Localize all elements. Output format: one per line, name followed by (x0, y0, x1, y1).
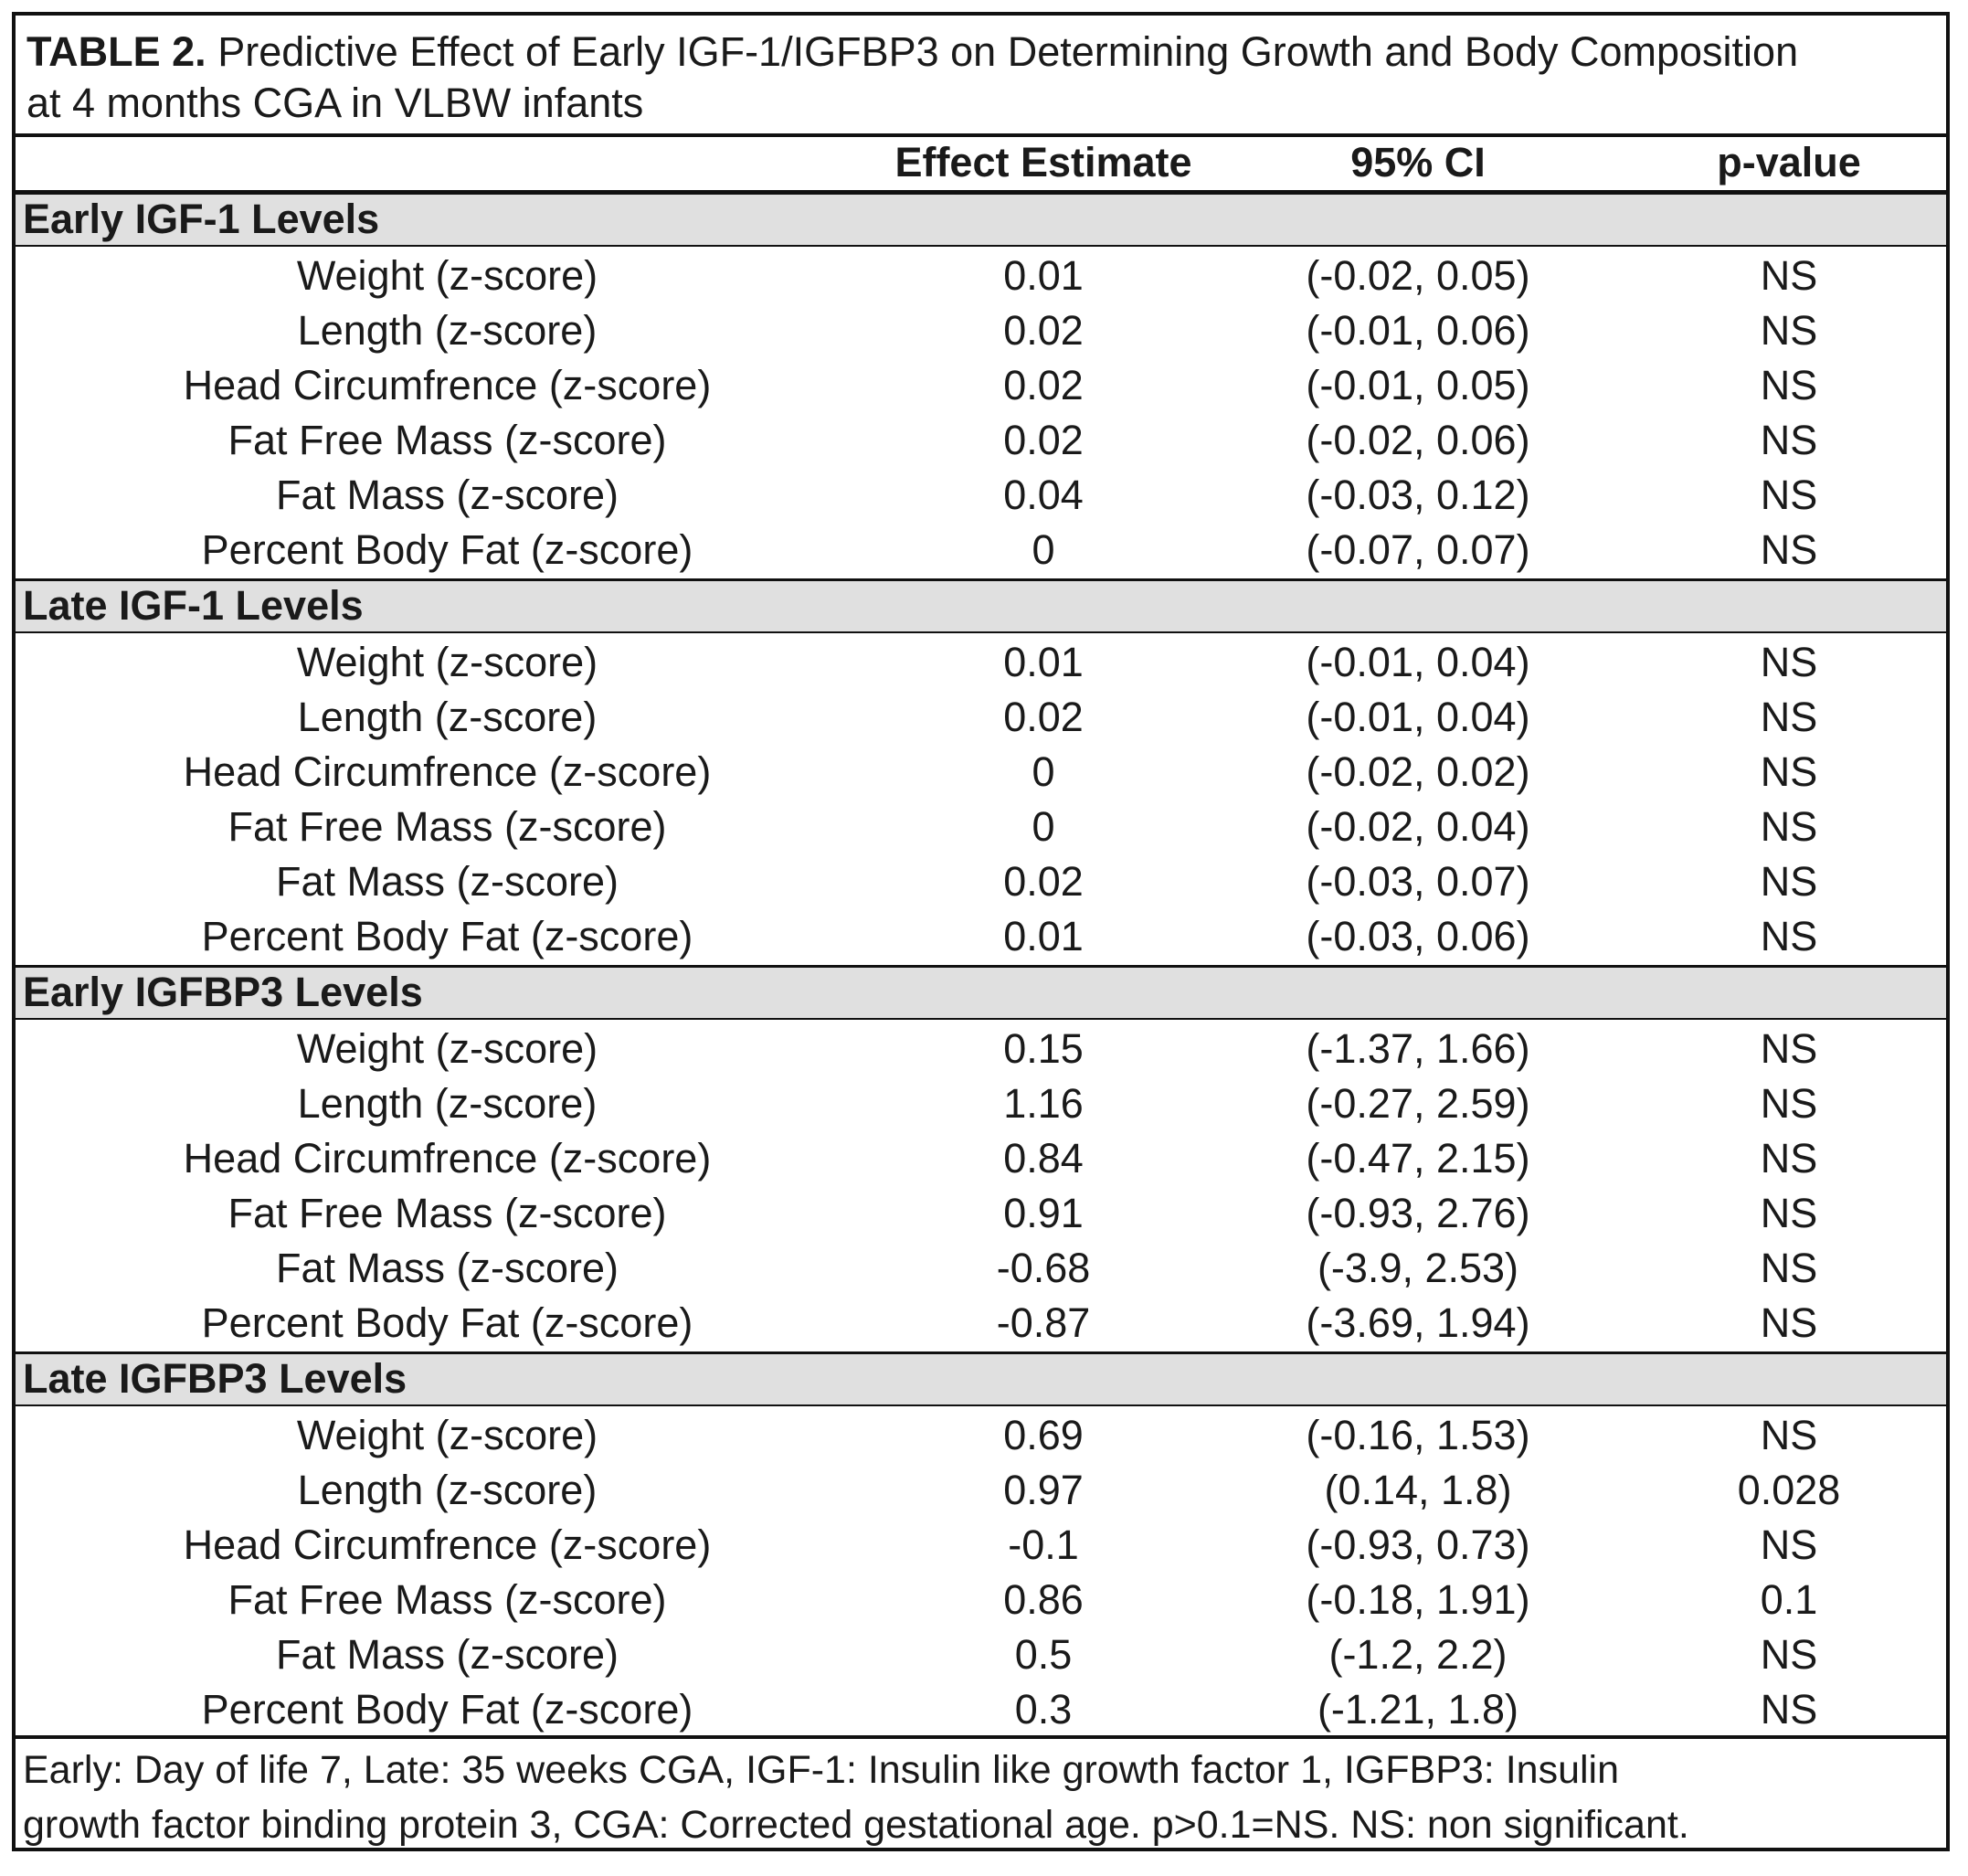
section-header: Early IGFBP3 Levels (16, 965, 1946, 1020)
table-row (16, 1076, 1946, 1131)
measure-cell: Fat Mass (z-score) (275, 858, 619, 905)
table-row (16, 690, 1946, 745)
effect-estimate-cell: 0.86 (1003, 1576, 1084, 1623)
table-row (16, 1131, 1946, 1186)
effect-estimate-cell: 1.16 (1003, 1080, 1084, 1127)
table-row (16, 1463, 1946, 1518)
table-row (16, 800, 1946, 854)
title-text-line-1: Predictive Effect of Early IGF-1/IGFBP3 on Determining Growth and Body Composition (217, 28, 1799, 75)
table-footnote (16, 1735, 1946, 1851)
header-95-ci: 95% CI (1350, 139, 1486, 185)
effect-estimate-cell: 0.02 (1003, 362, 1084, 408)
table-title (16, 16, 1946, 137)
ci-cell: (-0.03, 0.07) (1306, 858, 1530, 905)
p-value-cell: NS (1760, 1135, 1818, 1182)
measure-cell: Head Circumfrence (z-score) (183, 362, 712, 408)
effect-estimate-cell: -0.87 (996, 1299, 1091, 1346)
ci-cell: (-0.07, 0.07) (1306, 526, 1530, 573)
table-row (16, 523, 1946, 578)
effect-estimate-cell: 0.02 (1003, 417, 1084, 463)
measure-cell: Head Circumfrence (z-score) (183, 748, 712, 795)
p-value-cell: NS (1760, 1412, 1818, 1458)
p-value-cell: NS (1760, 526, 1818, 573)
ci-cell: (-0.03, 0.12) (1306, 472, 1530, 518)
p-value-cell: NS (1760, 1190, 1818, 1236)
measure-cell: Weight (z-score) (296, 252, 598, 299)
measure-cell: Weight (z-score) (296, 639, 598, 685)
effect-estimate-cell: 0.02 (1003, 307, 1084, 354)
effect-estimate-cell: -0.68 (996, 1245, 1091, 1291)
table-row (16, 1296, 1946, 1351)
ci-cell: (-0.18, 1.91) (1306, 1576, 1530, 1623)
table-row (16, 249, 1946, 303)
p-value-cell: NS (1760, 252, 1818, 299)
p-value-cell: NS (1760, 1025, 1818, 1072)
p-value-cell: NS (1760, 1521, 1818, 1568)
measure-cell: Percent Body Fat (z-score) (201, 526, 693, 573)
table-row (16, 1241, 1946, 1296)
table-row (16, 303, 1946, 358)
effect-estimate-cell: 0 (1032, 803, 1055, 850)
table-row (16, 413, 1946, 468)
ci-cell: (0.14, 1.8) (1324, 1467, 1512, 1513)
p-value-cell: 0.028 (1737, 1467, 1841, 1513)
table-row (16, 1022, 1946, 1076)
p-value-cell: NS (1760, 417, 1818, 463)
table-row (16, 1186, 1946, 1241)
measure-cell: Weight (z-score) (296, 1025, 598, 1072)
measure-cell: Fat Free Mass (z-score) (227, 1576, 667, 1623)
table-row (16, 1627, 1946, 1682)
measure-cell: Fat Free Mass (z-score) (227, 803, 667, 850)
table-row (16, 1518, 1946, 1573)
footnote-line-2: growth factor binding protein 3, CGA: Corrected gestational age. p>0.1=NS. NS: non significant. (23, 1803, 1689, 1847)
footnote-line-1: Early: Day of life 7, Late: 35 weeks CGA, IGF-1: Insulin like growth factor 1, IGFBP3: Insulin (23, 1748, 1620, 1792)
ci-cell: (-1.2, 2.2) (1328, 1631, 1508, 1678)
p-value-cell: 0.1 (1760, 1576, 1818, 1623)
effect-estimate-cell: 0.15 (1003, 1025, 1084, 1072)
ci-cell: (-0.02, 0.04) (1306, 803, 1530, 850)
section-header: Late IGFBP3 Levels (16, 1351, 1946, 1406)
p-value-cell: NS (1760, 1245, 1818, 1291)
table-row (16, 745, 1946, 800)
measure-cell: Fat Mass (z-score) (275, 472, 619, 518)
title-text-line-2: at 4 months CGA in VLBW infants (26, 79, 644, 126)
measure-cell: Length (z-score) (297, 694, 598, 740)
table-row (16, 854, 1946, 909)
p-value-cell: NS (1760, 1299, 1818, 1346)
p-value-cell: NS (1760, 307, 1818, 354)
results-table (12, 12, 1950, 1851)
ci-cell: (-0.01, 0.05) (1306, 362, 1530, 408)
ci-cell: (-0.01, 0.04) (1306, 639, 1530, 685)
p-value-cell: NS (1760, 472, 1818, 518)
measure-cell: Length (z-score) (297, 1080, 598, 1127)
p-value-cell: NS (1760, 639, 1818, 685)
column-header-row (16, 137, 1946, 192)
measure-cell: Head Circumfrence (z-score) (183, 1135, 712, 1182)
ci-cell: (-1.21, 1.8) (1317, 1686, 1519, 1733)
ci-cell: (-0.01, 0.04) (1306, 694, 1530, 740)
ci-cell: (-0.93, 2.76) (1306, 1190, 1530, 1236)
p-value-cell: NS (1760, 748, 1818, 795)
ci-cell: (-1.37, 1.66) (1306, 1025, 1530, 1072)
p-value-cell: NS (1760, 803, 1818, 850)
table-row (16, 1682, 1946, 1737)
measure-cell: Length (z-score) (297, 1467, 598, 1513)
p-value-cell: NS (1760, 1631, 1818, 1678)
section-header: Late IGF-1 Levels (16, 578, 1946, 633)
header-p-value: p-value (1717, 139, 1861, 185)
p-value-cell: NS (1760, 362, 1818, 408)
p-value-cell: NS (1760, 858, 1818, 905)
ci-cell: (-0.02, 0.06) (1306, 417, 1530, 463)
p-value-cell: NS (1760, 1686, 1818, 1733)
effect-estimate-cell: 0 (1032, 526, 1055, 573)
effect-estimate-cell: 0 (1032, 748, 1055, 795)
table-row (16, 909, 1946, 964)
header-effect-estimate: Effect Estimate (894, 139, 1192, 185)
measure-cell: Percent Body Fat (z-score) (201, 1686, 693, 1733)
measure-cell: Length (z-score) (297, 307, 598, 354)
ci-cell: (-0.02, 0.05) (1306, 252, 1530, 299)
ci-cell: (-0.01, 0.06) (1306, 307, 1530, 354)
p-value-cell: NS (1760, 913, 1818, 959)
p-value-cell: NS (1760, 694, 1818, 740)
measure-cell: Weight (z-score) (296, 1412, 598, 1458)
ci-cell: (-0.03, 0.06) (1306, 913, 1530, 959)
measure-cell: Fat Free Mass (z-score) (227, 1190, 667, 1236)
effect-estimate-cell: 0.01 (1003, 913, 1084, 959)
p-value-cell: NS (1760, 1080, 1818, 1127)
table-row (16, 1573, 1946, 1627)
measure-cell: Fat Free Mass (z-score) (227, 417, 667, 463)
table-row (16, 468, 1946, 523)
ci-cell: (-0.16, 1.53) (1306, 1412, 1530, 1458)
measure-cell: Head Circumfrence (z-score) (183, 1521, 712, 1568)
measure-cell: Fat Mass (z-score) (275, 1245, 619, 1291)
effect-estimate-cell: 0.01 (1003, 639, 1084, 685)
table-row (16, 635, 1946, 690)
measure-cell: Percent Body Fat (z-score) (201, 1299, 693, 1346)
ci-cell: (-3.9, 2.53) (1317, 1245, 1519, 1291)
effect-estimate-cell: 0.04 (1003, 472, 1084, 518)
title-line-1 (26, 26, 1935, 78)
ci-cell: (-0.27, 2.59) (1306, 1080, 1530, 1127)
effect-estimate-cell: 0.5 (1014, 1631, 1073, 1678)
ci-cell: (-3.69, 1.94) (1306, 1299, 1530, 1346)
ci-cell: (-0.93, 0.73) (1306, 1521, 1530, 1568)
measure-cell: Percent Body Fat (z-score) (201, 913, 693, 959)
section-header: Early IGF-1 Levels (16, 192, 1946, 247)
effect-estimate-cell: 0.02 (1003, 858, 1084, 905)
effect-estimate-cell: 0.01 (1003, 252, 1084, 299)
table-row (16, 358, 1946, 413)
measure-cell: Fat Mass (z-score) (275, 1631, 619, 1678)
table-row (16, 1408, 1946, 1463)
effect-estimate-cell: 0.97 (1003, 1467, 1084, 1513)
table-number-label: TABLE 2. (26, 28, 206, 75)
ci-cell: (-0.47, 2.15) (1306, 1135, 1530, 1182)
effect-estimate-cell: 0.84 (1003, 1135, 1084, 1182)
effect-estimate-cell: -0.1 (1008, 1521, 1079, 1568)
effect-estimate-cell: 0.91 (1003, 1190, 1084, 1236)
effect-estimate-cell: 0.02 (1003, 694, 1084, 740)
effect-estimate-cell: 0.3 (1014, 1686, 1073, 1733)
effect-estimate-cell: 0.69 (1003, 1412, 1084, 1458)
ci-cell: (-0.02, 0.02) (1306, 748, 1530, 795)
